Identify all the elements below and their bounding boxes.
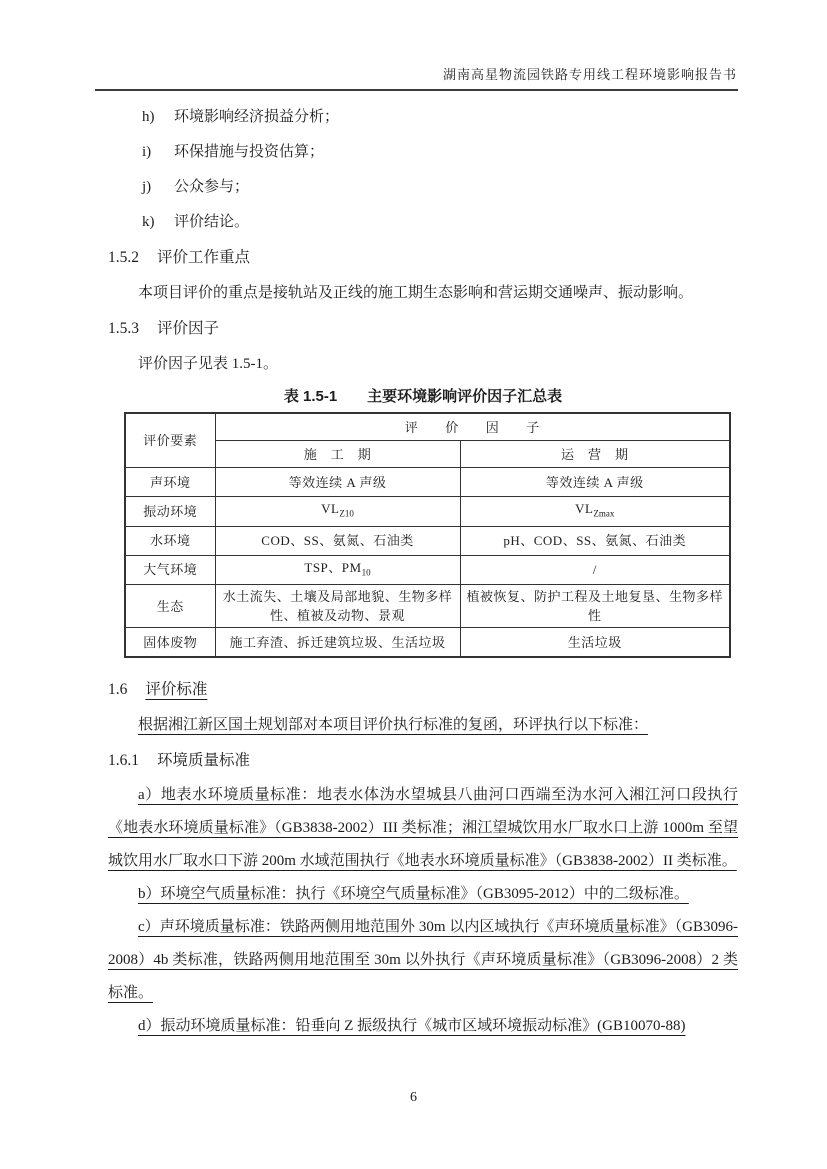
cell-operation: 等效连续 A 声级 bbox=[460, 468, 730, 497]
air-metric: TSP、PM bbox=[304, 559, 362, 575]
list-item-text: 公众参与； bbox=[174, 179, 250, 195]
section-title: 评价因子 bbox=[157, 320, 220, 337]
section-number: 1.5.3 bbox=[108, 320, 139, 337]
vibration-metric-subscript: Z10 bbox=[339, 508, 354, 519]
section-number: 1.5.2 bbox=[108, 249, 139, 266]
section-heading-1-6-1 bbox=[108, 743, 738, 779]
table-row bbox=[125, 497, 730, 527]
header-cell-construction: 施 工 期 bbox=[215, 441, 460, 468]
list-marker: k) bbox=[142, 214, 155, 230]
header-title: 湖南高星物流园铁路专用线工程环境影响报告书 bbox=[442, 67, 737, 82]
evaluation-factors-table bbox=[124, 412, 731, 658]
standard-item-d: d）振动环境质量标准：铅垂向 Z 振级执行《城市区域环境振动标准》(GB10070-88) bbox=[138, 1018, 686, 1035]
standard-item-c: c）声环境质量标准：铁路两侧用地范围外 30m 以内区域执行《声环境质量标准》（GB3096-2008）4b 类标准，铁路两侧用地范围至 30m 以外执行《声环境质量标准》（GB3096-2008）2 类标准。 bbox=[108, 919, 738, 1002]
list-item bbox=[108, 205, 738, 240]
section-number: 1.6 bbox=[108, 681, 128, 699]
standard-item-b: b）环境空气质量标准：执行《环境空气质量标准》（GB3095-2012）中的二级标准。 bbox=[138, 886, 689, 903]
standard-item-a: a）地表水环境质量标准：地表水体沩水望城县八曲河口西端至沩水河入湘江河口段执行《地表水环境质量标准》（GB3838-2002）III 类标准；湘江望城饮用水厂取水口上游 1000m 至望城饮用水厂取水口下游 200m 水域范围执行《地表水环境质量标准》（GB3838-2002）II 类标准。 bbox=[108, 787, 738, 870]
table-header-row bbox=[125, 413, 730, 441]
section-title: 评价标准 bbox=[145, 681, 208, 699]
cell-factor: 生态 bbox=[125, 585, 215, 628]
cell-operation bbox=[460, 497, 730, 527]
header-cell-factor: 评价要素 bbox=[125, 413, 215, 468]
cell-factor: 振动环境 bbox=[125, 497, 215, 527]
cell-operation: / bbox=[460, 555, 730, 585]
table-row bbox=[125, 526, 730, 555]
table-caption bbox=[108, 384, 738, 410]
table-row bbox=[125, 585, 730, 628]
table-caption-title: 主要环境影响评价因子汇总表 bbox=[367, 388, 563, 405]
list-marker: h) bbox=[142, 109, 155, 125]
list-item bbox=[108, 100, 738, 135]
page-number: 6 bbox=[410, 1090, 417, 1105]
cell-construction: 施工弃渣、拆迁建筑垃圾、生活垃圾 bbox=[215, 628, 460, 658]
section-heading-1-6 bbox=[108, 672, 738, 708]
vibration-metric: VL bbox=[575, 501, 594, 516]
air-metric-subscript: 10 bbox=[361, 567, 371, 578]
list-marker: j) bbox=[142, 179, 152, 195]
cell-factor: 声环境 bbox=[125, 468, 215, 497]
paragraph-1-5-2: 本项目评价的重点是接轨站及正线的施工期生态影响和营运期交通噪声、振动影响。 bbox=[138, 285, 694, 301]
section-heading-1-5-2 bbox=[108, 240, 738, 276]
paragraph-1-6: 根据湘江新区国土规划部对本项目评价执行标准的复函，环评执行以下标准： bbox=[138, 717, 649, 734]
cell-operation: 生活垃圾 bbox=[460, 628, 730, 658]
section-number: 1.6.1 bbox=[108, 752, 139, 770]
section-heading-1-5-3 bbox=[108, 311, 738, 347]
cell-construction bbox=[215, 497, 460, 527]
cell-operation: 植被恢复、防护工程及土地复垦、生物多样性 bbox=[460, 585, 730, 628]
list-item-text: 环保措施与投资估算； bbox=[174, 144, 325, 160]
list-marker: i) bbox=[142, 144, 152, 160]
list-item-text: 评价结论。 bbox=[174, 214, 250, 230]
header-rule bbox=[95, 89, 738, 91]
table-subheader-row bbox=[125, 441, 730, 468]
list-item bbox=[108, 170, 738, 205]
vibration-metric: VL bbox=[321, 501, 340, 516]
cell-operation: pH、COD、SS、氨氮、石油类 bbox=[460, 526, 730, 555]
cell-factor: 水环境 bbox=[125, 526, 215, 555]
outline-list bbox=[108, 100, 738, 240]
list-item bbox=[108, 135, 738, 170]
header-cell-group: 评 价 因 子 bbox=[215, 413, 730, 441]
cell-factor: 大气环境 bbox=[125, 555, 215, 585]
table-row bbox=[125, 468, 730, 497]
cell-construction bbox=[215, 555, 460, 585]
cell-factor: 固体废物 bbox=[125, 628, 215, 658]
running-header bbox=[95, 64, 737, 83]
cell-construction: 等效连续 A 声级 bbox=[215, 468, 460, 497]
table-caption-label: 表 1.5-1 bbox=[283, 388, 338, 405]
table-row bbox=[125, 628, 730, 658]
cell-construction: COD、SS、氨氮、石油类 bbox=[215, 526, 460, 555]
vibration-metric-subscript: Zmax bbox=[593, 508, 615, 519]
page-content bbox=[108, 96, 738, 1043]
cell-construction: 水土流失、土壤及局部地貌、生物多样性、植被及动物、景观 bbox=[215, 585, 460, 628]
table-row bbox=[125, 555, 730, 585]
paragraph-1-5-3: 评价因子见表 1.5-1。 bbox=[138, 356, 278, 372]
list-item-text: 环境影响经济损益分析； bbox=[174, 109, 340, 125]
header-cell-operation: 运 营 期 bbox=[460, 441, 730, 468]
section-title: 评价工作重点 bbox=[157, 249, 251, 266]
section-title: 环境质量标准 bbox=[157, 752, 251, 770]
